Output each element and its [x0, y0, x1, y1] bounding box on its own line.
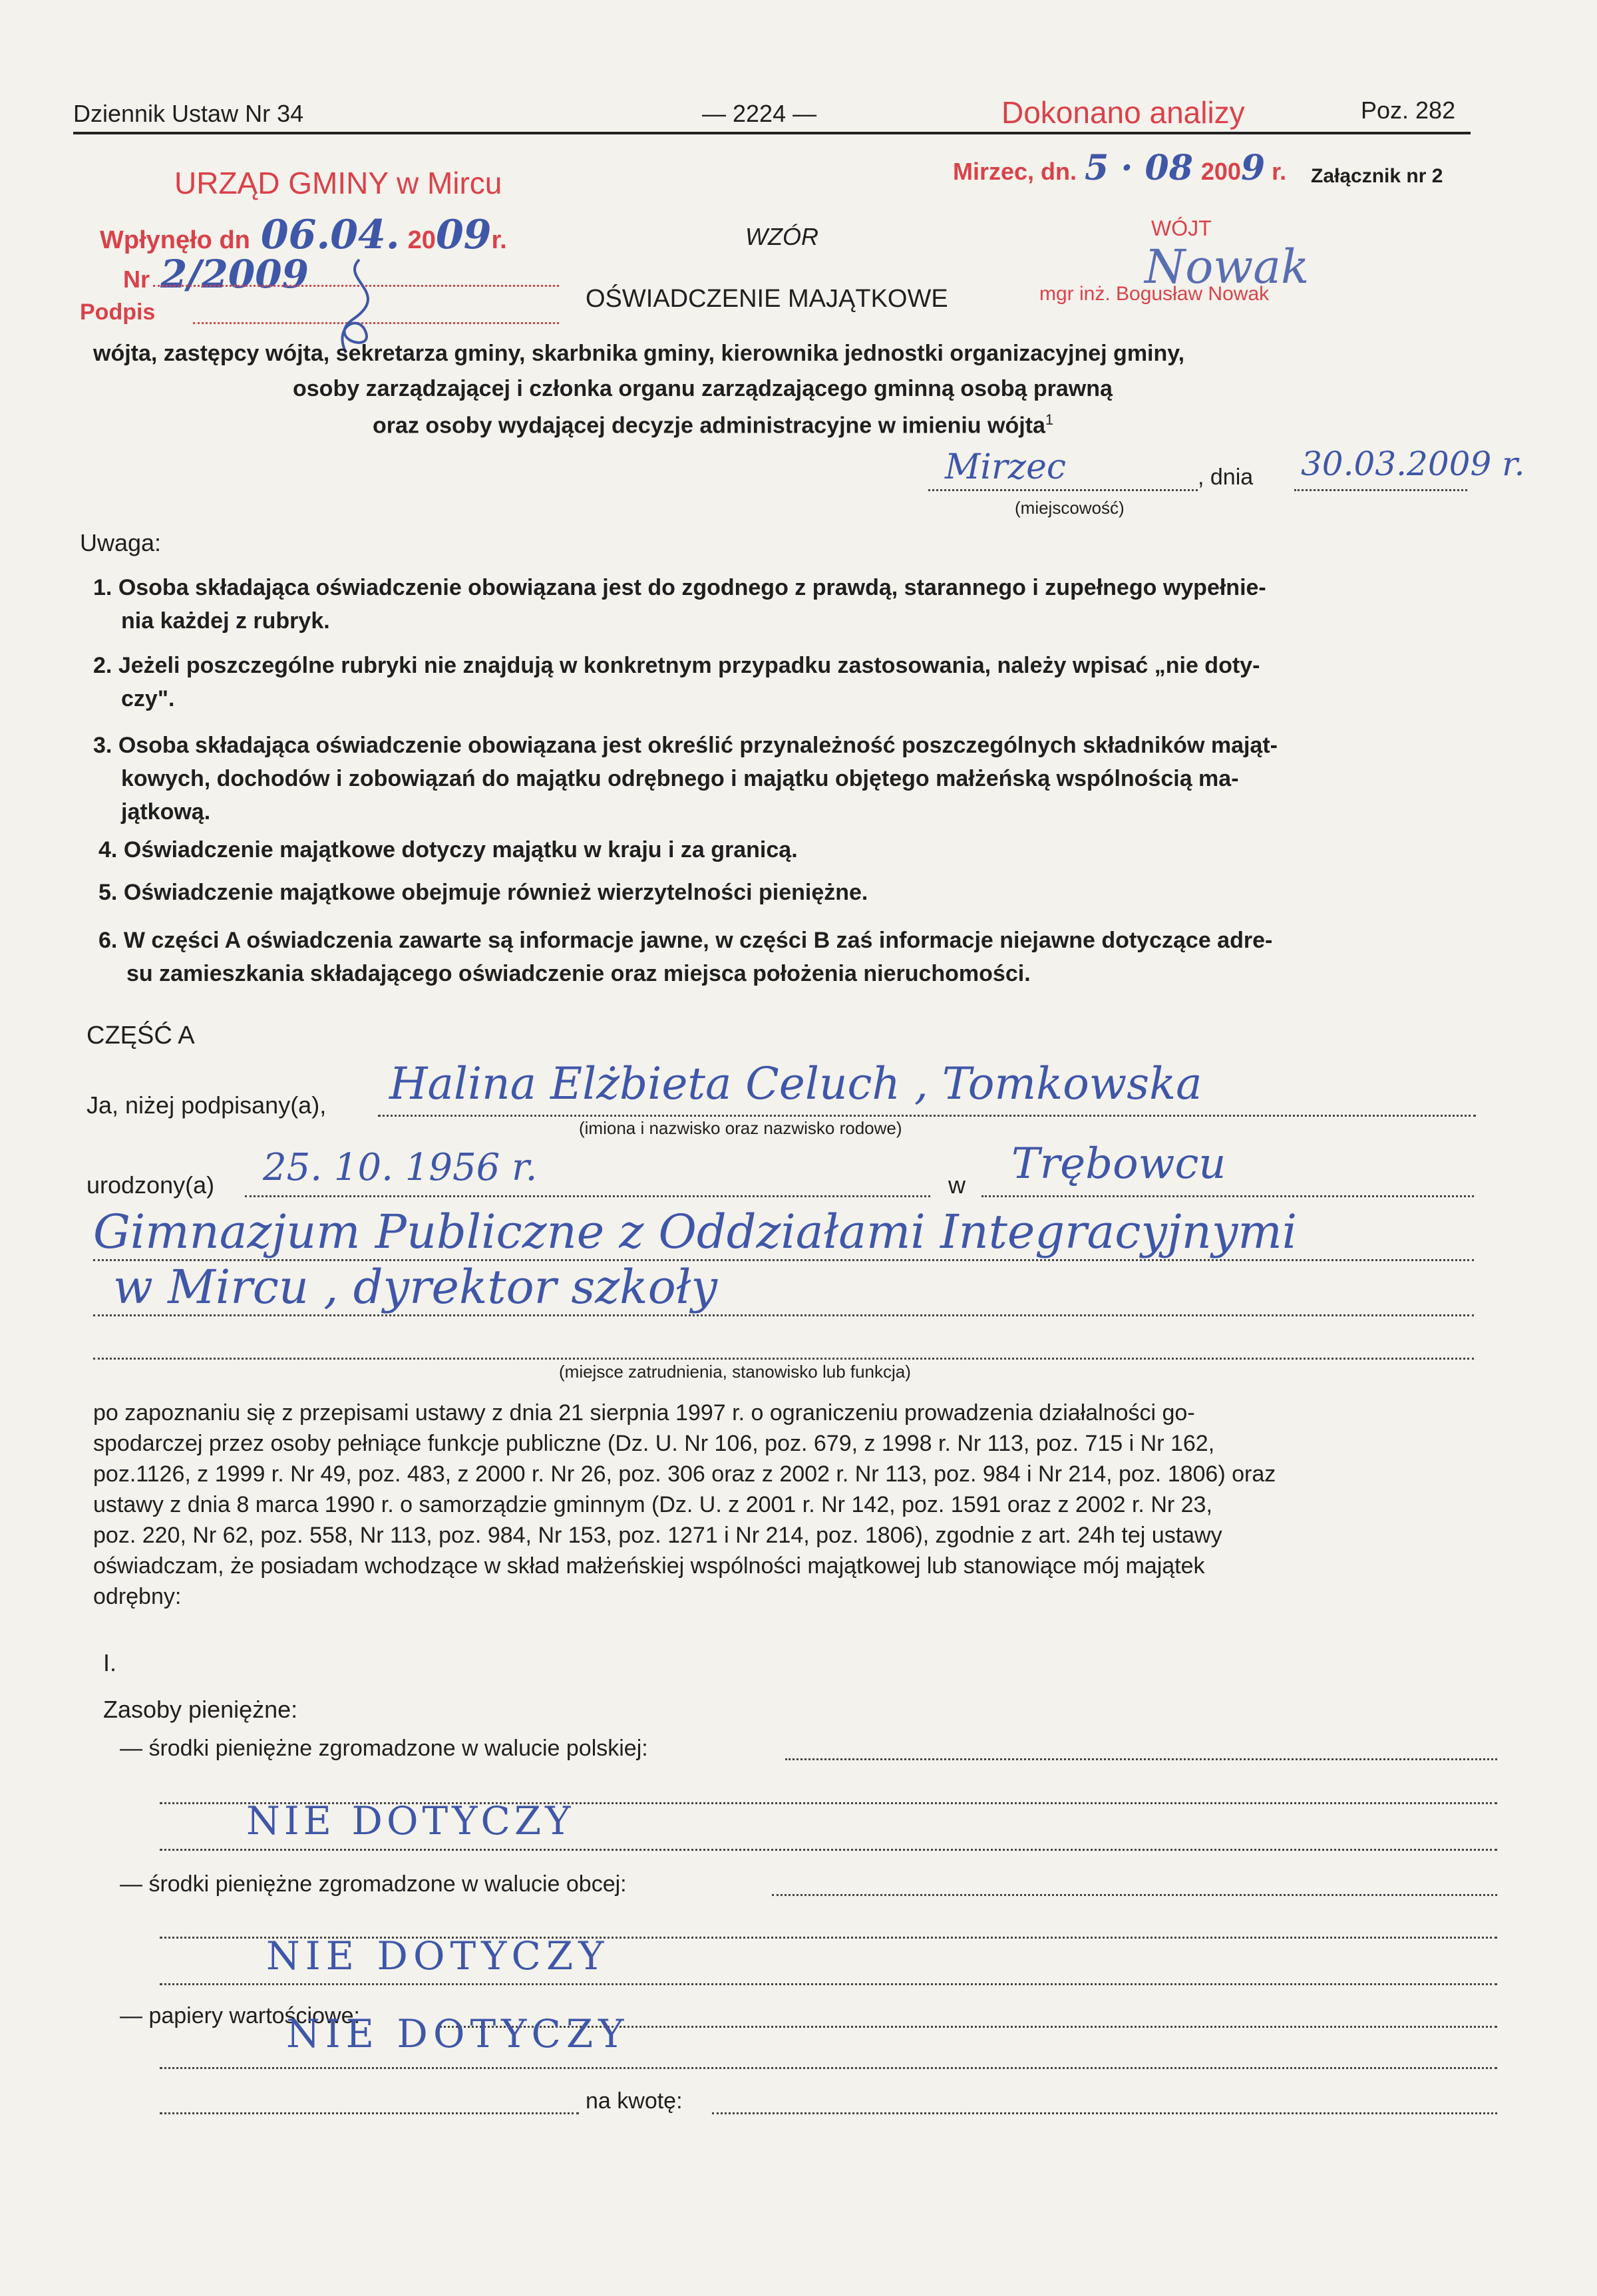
- securities-label: — papiery wartościowe:: [120, 2003, 360, 2028]
- note-3: [93, 729, 1278, 829]
- born-date-hw: 25. 10. 1956 r.: [263, 1146, 538, 1189]
- note-3-number: 3.: [93, 733, 112, 758]
- born-date-dots: [245, 1195, 930, 1197]
- note-3-line-3: jątkową.: [121, 799, 211, 825]
- name-hw: Halina Elżbieta Celuch , Tomkowska: [389, 1058, 1202, 1109]
- position-number: Poz. 282: [1361, 96, 1456, 124]
- form-title: OŚWIADCZENIE MAJĄTKOWE: [586, 285, 948, 313]
- office-number-label: Nr: [123, 266, 150, 293]
- form-template-label: WZÓR: [745, 223, 818, 250]
- wojt-signature: [1145, 240, 1309, 294]
- legal-line-1: po zapoznaniu się z przepisami ustawy z dnia 21 sierpnia 1997 r. o ograniczeniu prowadzenia działalności go-: [93, 1400, 1195, 1426]
- note-6: [98, 924, 1272, 990]
- born-in-label: w: [948, 1171, 966, 1199]
- note-1: [93, 571, 1266, 638]
- amount-dots-1: [160, 2112, 579, 2114]
- note-3-line-1: Osoba składająca oświadczenie obowiązana jest określić przynależność poszczególnych składników mająt-: [118, 733, 1278, 758]
- footnote-mark: 1: [1045, 411, 1054, 428]
- note-1-line-2: nia każdej z rubryk.: [121, 608, 330, 634]
- note-5: [98, 880, 868, 906]
- wojt-signature-text: Nowak: [1145, 240, 1310, 294]
- date-label: , dnia: [1198, 465, 1254, 490]
- born-label: urodzony(a): [87, 1171, 215, 1199]
- amount-label: na kwotę:: [586, 2088, 683, 2114]
- office-stamp-title: URZĄD GMINY w Mircu: [174, 166, 502, 200]
- analysis-date-hw: 5 · 08: [1085, 148, 1193, 188]
- note-2-line-1: Jeżeli poszczególne rubryki nie znajdują w konkretnym przypadku zastosowania, należy wpisać „nie doty-: [118, 653, 1260, 678]
- form-subtitle-1: wójta, zastępcy wójta, sekretarza gminy, skarbnika gminy, kierownika jednostki organizacyjnej gminy,: [93, 341, 1185, 366]
- analysis-stamp: Dokonano analizy: [1001, 95, 1245, 130]
- note-4: [98, 837, 798, 863]
- pln-dots-3: [160, 1849, 1497, 1851]
- journal-title: Dziennik Ustaw Nr 34: [73, 100, 304, 127]
- date-hw: 30.03.2009 r.: [1301, 445, 1525, 483]
- form-subtitle-3: [373, 411, 1053, 439]
- header-rule: [73, 132, 1471, 134]
- legal-line-2: spodarczej przez osoby pełniące funkcje publiczne (Dz. U. Nr 106, poz. 679, z 1998 r. Nr 113, poz. 715 i Nr 162,: [93, 1431, 1215, 1456]
- place-dots: [928, 489, 1198, 491]
- analysis-year-suffix: r.: [1272, 158, 1287, 185]
- place-caption: (miejscowość): [1015, 498, 1125, 518]
- office-received-date-hw: 06.04.: [260, 212, 400, 258]
- note-2: [93, 649, 1260, 715]
- legal-line-6: oświadczam, że posiadam wchodzące w skład małżeńskiej wspólności majątkowej lub stanowiące mój majątek: [93, 1553, 1205, 1579]
- legal-text: [93, 1398, 1276, 1612]
- analysis-year-hw: 9: [1240, 148, 1266, 188]
- employment-hw-2: w Mircu , dyrektor szkoły: [113, 1260, 717, 1314]
- legal-line-7: odrębny:: [93, 1584, 182, 1609]
- form-subtitle-3-text: oraz osoby wydającej decyzje administracyjne w imieniu wójta: [373, 413, 1045, 439]
- wojt-stamp-label: WÓJT: [1151, 216, 1212, 240]
- form-subtitle-2: osoby zarządzającej i członka organu zarządzającego gminną osobą prawną: [293, 376, 1113, 401]
- name-caption: (imiona i nazwisko oraz nazwisko rodowe): [579, 1118, 902, 1138]
- securities-hw: NIE DOTYCZY: [286, 2011, 629, 2056]
- securities-dots-2: [160, 2067, 1497, 2069]
- pln-label: — środki pieniężne zgromadzone w walucie polskiej:: [120, 1736, 648, 1761]
- analysis-year-pre: 200: [1200, 158, 1241, 185]
- born-place-hw: Trębowcu: [1011, 1139, 1226, 1189]
- date-dots: [1294, 489, 1467, 491]
- office-signature-label: Podpis: [80, 299, 156, 325]
- foreign-dots-1: [772, 1894, 1497, 1896]
- wojt-stamp-name: mgr inż. Bogusław Nowak: [1039, 283, 1270, 305]
- part-a-heading: CZĘŚĆ A: [87, 1022, 195, 1050]
- section-1-heading: Zasoby pieniężne:: [103, 1696, 298, 1723]
- office-received-year-hw: 09: [435, 212, 492, 258]
- office-number-row: [123, 252, 309, 297]
- pln-dots-1: [785, 1758, 1497, 1760]
- office-number-hw: 2/2009: [160, 252, 309, 297]
- analysis-place-label: Mirzec, dn.: [953, 158, 1077, 185]
- place-hw: Mirzec: [945, 447, 1067, 487]
- born-place-dots: [981, 1195, 1474, 1197]
- note-4-line-1: Oświadczenie majątkowe dotyczy majątku w kraju i za granicą.: [123, 837, 798, 862]
- foreign-dots-3: [160, 1983, 1497, 1985]
- note-4-number: 4.: [98, 837, 118, 862]
- office-received-year-pre: 20: [407, 226, 436, 254]
- pln-hw: NIE DOTYCZY: [246, 1798, 575, 1843]
- foreign-hw: NIE DOTYCZY: [266, 1933, 610, 1979]
- page-number: — 2224 —: [702, 100, 817, 127]
- note-1-line-1: Osoba składająca oświadczenie obowiązana jest do zgodnego z prawdą, starannego i zupełnego wypełnie-: [118, 575, 1266, 600]
- signed-label: Ja, niżej podpisany(a),: [87, 1091, 327, 1119]
- note-2-line-2: czy".: [121, 686, 175, 711]
- note-6-line-2: su zamieszkania składającego oświadczenie oraz miejsca położenia nieruchomości.: [126, 961, 1031, 986]
- amount-dots-2: [712, 2112, 1497, 2114]
- employment-caption: (miejsce zatrudnienia, stanowisko lub funkcja): [559, 1362, 911, 1382]
- note-6-number: 6.: [98, 928, 118, 953]
- employment-dots-3: [93, 1358, 1474, 1360]
- notes-label: Uwaga:: [80, 529, 162, 556]
- note-2-number: 2.: [93, 653, 112, 678]
- name-dots: [378, 1115, 1476, 1117]
- employment-dots-2: [93, 1314, 1474, 1316]
- attachment-label: Załącznik nr 2: [1311, 165, 1443, 187]
- legal-line-4: ustawy z dnia 8 marca 1990 r. o samorządzie gminnym (Dz. U. z 2001 r. Nr 142, poz. 1591 oraz z 2002 r. Nr 23,: [93, 1492, 1212, 1517]
- legal-line-5: poz. 220, Nr 62, poz. 558, Nr 113, poz. 984, Nr 153, poz. 1271 i Nr 214, poz. 1806), zgodnie z art. 24h tej ustawy: [93, 1523, 1222, 1548]
- analysis-place-date: [953, 148, 1286, 188]
- note-5-number: 5.: [98, 880, 118, 905]
- note-1-number: 1.: [93, 575, 112, 600]
- section-1-numeral: I.: [103, 1649, 117, 1676]
- note-6-line-1: W części A oświadczenia zawarte są informacje jawne, w części B zaś informacje niejawne dotyczące adre-: [123, 928, 1273, 953]
- employment-hw-1: Gimnazjum Publiczne z Oddziałami Integracyjnymi: [93, 1205, 1298, 1259]
- office-received-year-suffix: r.: [491, 226, 507, 254]
- office-received-label: Wpłynęło dn: [100, 226, 250, 254]
- foreign-label: — środki pieniężne zgromadzone w walucie obcej:: [120, 1871, 627, 1897]
- legal-line-3: poz.1126, z 1999 r. Nr 49, poz. 483, z 2000 r. Nr 26, poz. 306 oraz z 2002 r. Nr 113, poz. 984 i Nr 214, poz. 1806) oraz: [93, 1461, 1276, 1487]
- note-5-line-1: Oświadczenie majątkowe obejmuje również wierzytelności pieniężne.: [123, 880, 868, 905]
- note-3-line-2: kowych, dochodów i zobowiązań do majątku odrębnego i majątku objętego małżeńską wspólnością ma-: [121, 766, 1239, 791]
